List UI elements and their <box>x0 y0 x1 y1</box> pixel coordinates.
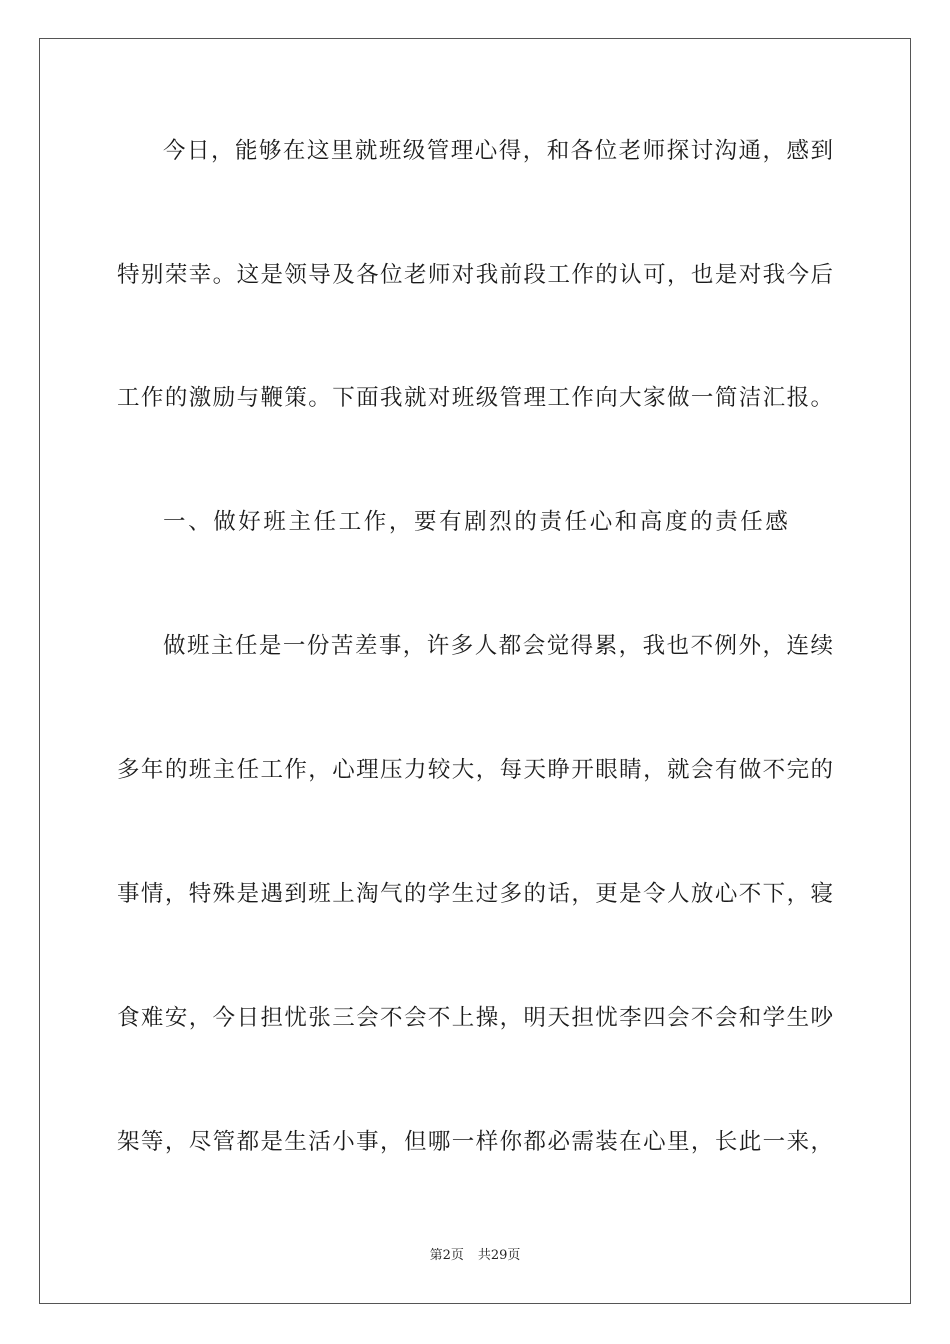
section-heading-1: 一、做好班主任工作，要有剧烈的责任心和高度的责任感 <box>163 509 791 535</box>
page-footer <box>0 1247 950 1265</box>
paragraph-2-line-5: 架等，尽管都是生活小事，但哪一样你都必需装在心里，长此一来， <box>117 1129 833 1155</box>
paragraph-1-line-1: 今日，能够在这里就班级管理心得，和各位老师探讨沟通，感到 <box>163 138 833 164</box>
page-number-current: 第2页 <box>429 1248 464 1263</box>
page-number-total: 共29页 <box>477 1248 521 1263</box>
paragraph-1-line-3: 工作的激励与鞭策。下面我就对班级管理工作向大家做一简洁汇报。 <box>117 385 833 411</box>
paragraph-2-line-3: 事情，特殊是遇到班上淘气的学生过多的话，更是令人放心不下，寝 <box>117 881 833 907</box>
page-border <box>39 38 911 1304</box>
paragraph-2-line-2: 多年的班主任工作，心理压力较大，每天睁开眼睛，就会有做不完的 <box>117 757 833 783</box>
paragraph-1-line-2: 特别荣幸。这是领导及各位老师对我前段工作的认可，也是对我今后 <box>117 262 833 288</box>
paragraph-2-line-4: 食难安，今日担忧张三会不会不上操，明天担忧李四会不会和学生吵 <box>117 1005 833 1031</box>
paragraph-2-line-1: 做班主任是一份苦差事，许多人都会觉得累，我也不例外，连续 <box>163 633 833 659</box>
